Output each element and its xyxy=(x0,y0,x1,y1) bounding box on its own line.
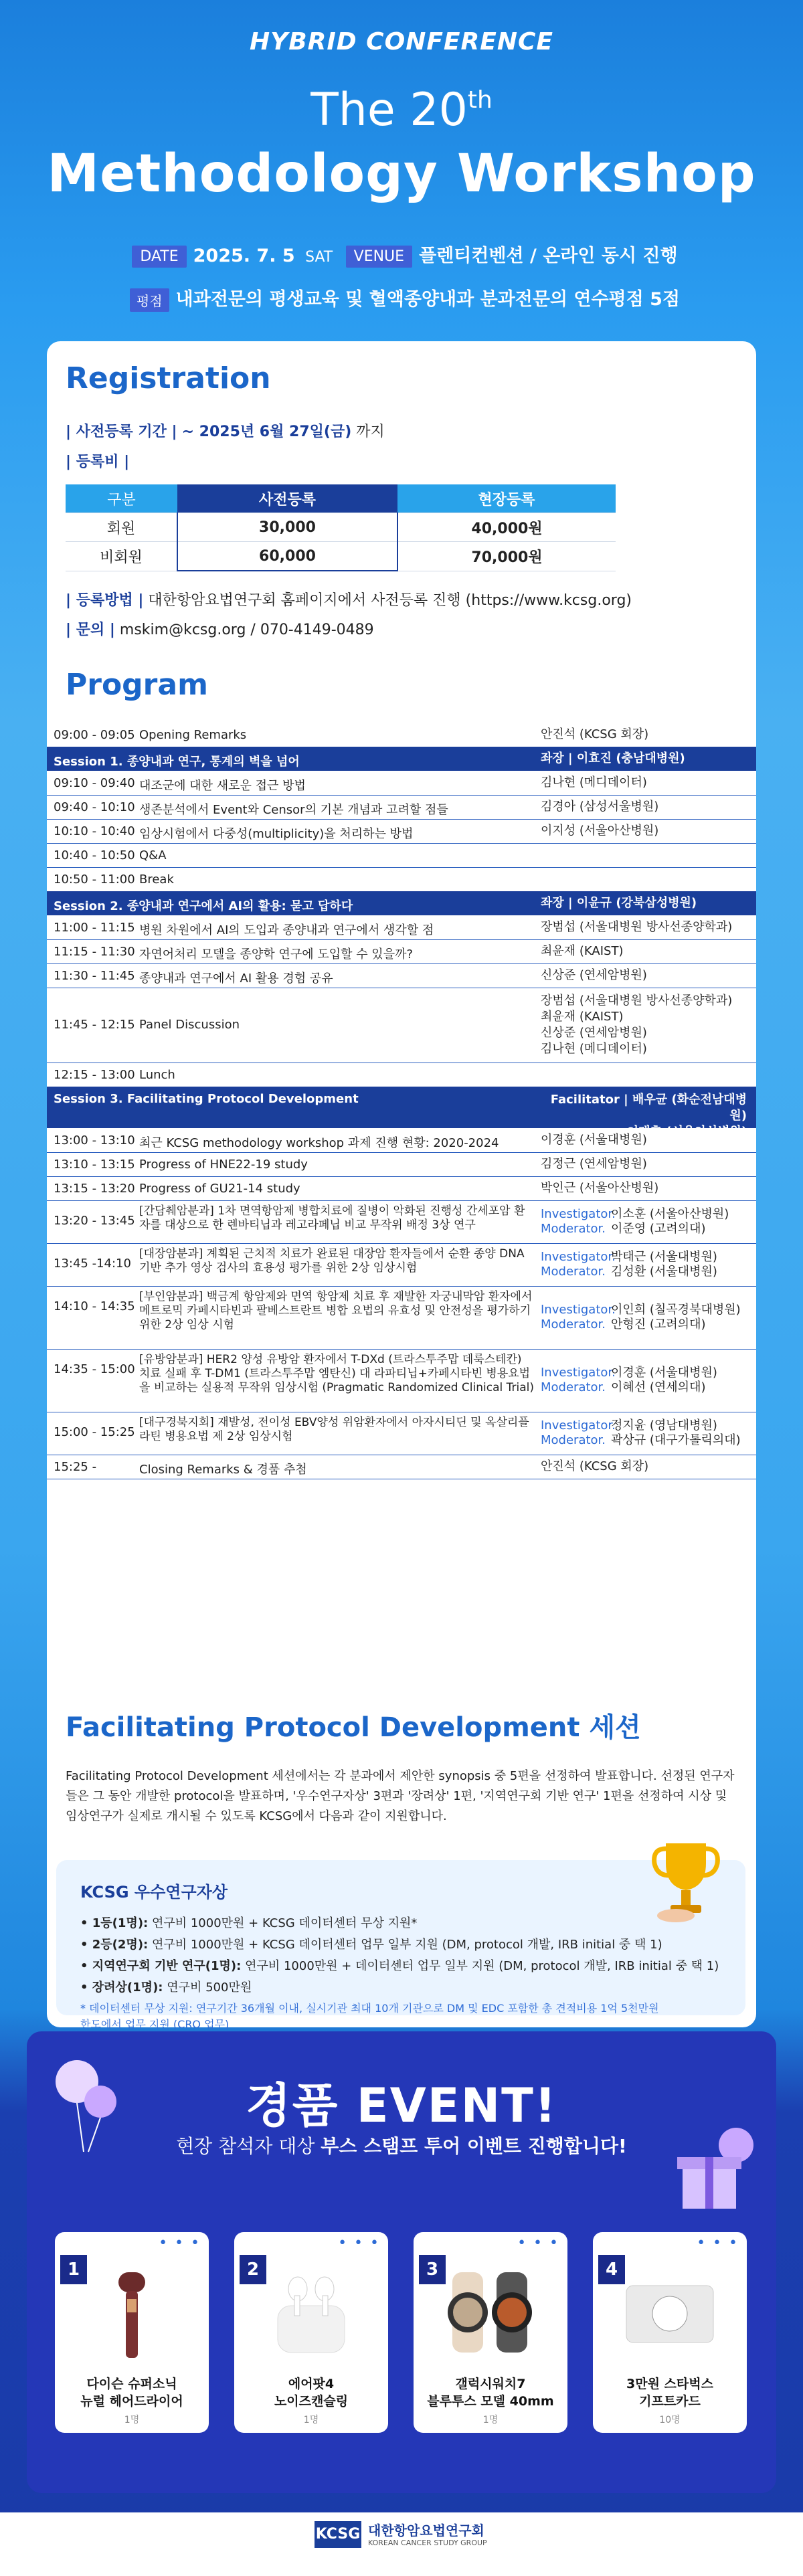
investigator-label: Investigator. xyxy=(541,1207,616,1221)
prize-name xyxy=(234,2375,388,2410)
program-row xyxy=(47,988,756,1063)
moderator-label: Moderator. xyxy=(541,1265,606,1279)
fee-cell: 회원 xyxy=(66,513,177,542)
speaker-cell: 김정근 (연세암병원) xyxy=(541,1157,647,1171)
program-row xyxy=(47,1349,756,1412)
moderator-label: Moderator. xyxy=(541,1433,606,1447)
pre-value: ~ 2025년 6월 27일(금) xyxy=(181,424,352,440)
fpd-paragraph: Facilitating Protocol Development 세션에서는 각 분과에서 제안한 synopsis 중 5편을 선정하여 발표합니다. 선정된 연구자들은 그 동안 개발한 protocol을 발표하며, '우수연구자상' 3편과 '장려상' 1편, '지역연구회 기반 연구' 1편을 선정하여 시상 및 임상연구가 실제로 개시될 수 있도록 KCSG에서 다음과 같이 지원합니다. xyxy=(66,1769,735,1823)
gift-card-icon xyxy=(620,2259,720,2366)
title-cell: Session 2. 종양내과 연구에서 AI의 활용: 묻고 답하다 xyxy=(54,899,353,913)
speaker-cell: 이지성 (서울아산병원) xyxy=(541,824,659,838)
award-note: * 데이터센터 무상 지원: 연구기간 36개월 이내, 실시기관 최대 10개 기관으로 DM 및 EDC 포함한 총 견적비용 1억 5천만원 한도에서 업무 지원 (CRO 업무) xyxy=(80,2002,659,2031)
event-panel xyxy=(27,2031,776,2493)
prize-name-text: 3만원 스타벅스 기프트카드 xyxy=(626,2377,713,2409)
watch-icon xyxy=(440,2259,541,2366)
time-cell: 14:35 - 15:00 xyxy=(54,1362,135,1376)
fee-cell: 40,000원 xyxy=(397,513,616,542)
moderator-label: Moderator. xyxy=(541,1222,606,1236)
award-item xyxy=(80,1956,719,1974)
prize-number: 4 xyxy=(598,2255,625,2284)
content-card xyxy=(47,341,756,2027)
date: 2025. 7. 5 xyxy=(193,246,295,266)
venue: 플렌티컨벤션 / 온라인 동시 진행 xyxy=(419,246,678,266)
prize-number: 1 xyxy=(60,2255,87,2284)
speaker-cell: 김나현 (메디데이터) xyxy=(541,775,647,790)
contact-value: mskim@kcsg.org / 070-4149-0489 xyxy=(119,622,374,638)
investigator: 이소훈 (서울아산병원) xyxy=(611,1207,729,1221)
prize-card xyxy=(414,2232,567,2433)
prize-number: 2 xyxy=(240,2255,266,2284)
time-cell: 13:00 - 13:10 xyxy=(54,1133,135,1147)
dots-icon: • • • xyxy=(338,2235,380,2251)
eval: 내과전문의 평생교육 및 혈액종양내과 분과전문의 연수평점 5점 xyxy=(175,289,680,310)
method-value: 대한항암요법연구회 홈페이지에서 사전등록 진행 (https://www.kcsg.org) xyxy=(148,592,632,609)
prize-name xyxy=(55,2375,209,2410)
prize-qty: 10명 xyxy=(659,2415,681,2425)
prize-name-text: 다이슨 슈퍼소닉 뉴럴 헤어드라이어 xyxy=(80,2377,183,2409)
title-cell: Session 1. 종양내과 연구, 통계의 벽을 넘어 xyxy=(54,755,300,769)
fee-label xyxy=(66,450,129,471)
fpd-title: Facilitating Protocol Development 세션 xyxy=(66,1712,641,1743)
time-cell: 13:10 - 13:15 xyxy=(54,1158,135,1172)
investigator-label: Investigator. xyxy=(541,1303,616,1317)
program-row xyxy=(47,1063,756,1087)
program-row xyxy=(47,723,756,747)
prize-qty: 1명 xyxy=(124,2415,140,2425)
hairdryer-icon xyxy=(82,2259,182,2366)
speaker-cell: 좌장 | 이윤규 (강북삼성병원) xyxy=(541,896,697,910)
prize-qty: 1명 xyxy=(482,2415,499,2425)
program-row xyxy=(47,1128,756,1153)
registration-title: Registration xyxy=(66,361,271,395)
speaker-cell xyxy=(541,1366,755,1395)
dots-icon: • • • xyxy=(159,2235,201,2251)
dots-icon: • • • xyxy=(517,2235,559,2251)
speaker-cell: 박인근 (서울아산병원) xyxy=(541,1181,659,1195)
prize-card xyxy=(593,2232,747,2433)
venue-tag: VENUE xyxy=(346,246,412,268)
fee-label-text: | 등록비 | xyxy=(66,454,130,470)
time-cell: 10:40 - 10:50 xyxy=(54,848,135,862)
event-title: 경품 EVENT! xyxy=(246,2078,557,2133)
program-row xyxy=(47,939,756,964)
speaker-cell: 안진석 (KCSG 회장) xyxy=(541,727,649,741)
investigator-label: Investigator. xyxy=(541,1418,616,1433)
program-row xyxy=(47,795,756,820)
event-subtitle xyxy=(27,2132,776,2158)
fee-cell: 60,000 xyxy=(177,542,397,571)
title-cell: [유방암분과] HER2 양성 유방암 환자에서 T-DXd (트라스투주맙 데룩스테칸) 치료 실패 후 T-DM1 (트라스투주맙 엠탄신) 대 라파티닙+카페시타빈 병용요법을 비교하는 실용적 무작위 임상시험 (Pragmatic Randomized Clinical Trial) xyxy=(139,1353,535,1394)
pre-label: | 사전등록 기간 | xyxy=(66,424,177,440)
title-cell: [대장암분과] 계획된 근치적 치료가 완료된 대장암 환자들에서 순환 종양 DNA 기반 추가 영상 검사의 효용성 평가를 위한 2상 임상시험 xyxy=(139,1247,525,1275)
hybrid-label: HYBRID CONFERENCE xyxy=(250,28,553,56)
event-sub-pre: 현장 참석자 대상 xyxy=(176,2135,321,2157)
investigator: 이인희 (칠곡경북대병원) xyxy=(611,1303,741,1317)
award-item xyxy=(80,1978,252,1995)
investigator: 박태근 (서울대병원) xyxy=(611,1250,717,1264)
event-sub-bold: 부스 스탬프 투어 이벤트 진행합니다! xyxy=(321,2135,627,2157)
title-cell: [부인암분과] 백금계 항암제와 면역 항암제 치료 후 재발한 자궁내막암 환자에서 메트로믹 카페시타빈과 팔베스트란트 병합 요법의 유효성 및 안전성을 평가하기 위한 2상 임상 시험 xyxy=(139,1290,533,1331)
date-venue xyxy=(0,241,803,268)
moderator-label: Moderator. xyxy=(541,1317,606,1331)
title-cell: 임상시험에서 다중성(multiplicity)을 처리하는 방법 xyxy=(139,827,414,841)
time-cell: 11:15 - 11:30 xyxy=(54,945,135,959)
speaker-cell: 장범섭 (서울대병원 방사선종양학과) xyxy=(541,920,733,934)
prize-number: 3 xyxy=(419,2255,446,2284)
award-box xyxy=(56,1860,745,2015)
program-row xyxy=(47,1200,756,1244)
airpods-icon xyxy=(261,2259,361,2366)
contact xyxy=(66,618,374,639)
title-cell: Opening Remarks xyxy=(139,728,247,742)
time-cell: 11:00 - 11:15 xyxy=(54,921,135,935)
award-text: 연구비 1000만원 + 데이터센터 업무 일부 지원 (DM, protocol 개발, IRB initial 중 택 1) xyxy=(241,1959,719,1973)
title-cell: Progress of GU21-14 study xyxy=(139,1182,300,1196)
title-cell: Q&A xyxy=(139,848,167,862)
title-cell: [대구경북지회] 재발성, 전이성 EBV양성 위암환자에서 아자시티딘 및 옥살리플라틴 병용요법 제 2상 임상시험 xyxy=(139,1416,529,1443)
speaker-cell xyxy=(541,1250,755,1279)
fee-cell: 30,000 xyxy=(177,513,397,542)
prize-name xyxy=(593,2375,747,2410)
edition-suffix: th xyxy=(467,86,493,114)
speaker-cell: 장범섭 (서울대병원 방사선종양학과) 최윤재 (KAIST) 신상준 (연세암병원) 김나현 (메디데이터) xyxy=(541,994,733,1056)
title-cell: 자연어처리 모델을 종양학 연구에 도입할 수 있을까? xyxy=(139,947,414,961)
fee-cell: 비회원 xyxy=(66,542,177,571)
session-header-row xyxy=(47,1087,756,1139)
eval-line xyxy=(0,284,803,312)
trophy-icon xyxy=(649,1837,723,1924)
title-cell: Lunch xyxy=(139,1068,175,1082)
speaker-cell: 신상준 (연세암병원) xyxy=(541,968,647,982)
program-row xyxy=(47,1412,756,1455)
prize-name xyxy=(414,2375,567,2410)
speaker-cell: 최윤재 (KAIST) xyxy=(541,944,624,958)
award-bold: • 1등(1명): xyxy=(80,1916,149,1930)
moderator-label: Moderator. xyxy=(541,1380,606,1394)
award-bold: • 2등(2명): xyxy=(80,1938,149,1952)
pre-registration xyxy=(66,420,385,441)
title-cell: 생존분석에서 Event와 Censor의 기본 개념과 고려할 점들 xyxy=(139,803,448,817)
edition-number: The 20 xyxy=(310,84,468,136)
fee-header-pre: 사전등록 xyxy=(177,484,397,513)
moderator: 곽상규 (대구가톨릭의대) xyxy=(611,1433,741,1447)
prize-card xyxy=(55,2232,209,2433)
speaker-cell xyxy=(541,1207,755,1236)
time-cell: 10:50 - 11:00 xyxy=(54,872,135,887)
contact-label: | 문의 | xyxy=(66,622,115,638)
moderator: 이혜선 (연세의대) xyxy=(611,1380,706,1394)
org-name-en: KOREAN CANCER STUDY GROUP xyxy=(368,2539,487,2547)
program-row xyxy=(47,1243,756,1287)
moderator: 김성환 (서울대병원) xyxy=(611,1265,717,1279)
eval-tag: 평점 xyxy=(130,288,169,312)
title-cell: Closing Remarks & 경품 추첨 xyxy=(139,1463,307,1477)
title-cell: 최근 KCSG methodology workshop 과제 진행 현황: 2020-2024 xyxy=(139,1136,499,1150)
program-title: Program xyxy=(66,668,208,702)
program-row xyxy=(47,771,756,796)
award-text: 연구비 500만원 xyxy=(163,1981,252,1995)
dots-icon: • • • xyxy=(697,2235,739,2251)
edition xyxy=(0,84,803,136)
title-cell: 병원 차원에서 AI의 도입과 종양내과 연구에서 생각할 점 xyxy=(139,923,434,937)
investigator: 정지윤 (영남대병원) xyxy=(611,1418,717,1433)
prize-card xyxy=(234,2232,388,2433)
speaker-cell xyxy=(541,1303,755,1332)
kcsg-logo: KCSG xyxy=(315,2521,361,2548)
program-row xyxy=(47,1176,756,1201)
day: SAT xyxy=(305,249,333,266)
time-cell: 09:10 - 09:40 xyxy=(54,776,135,790)
prize-name-text: 에어팟4 노이즈캔슬링 xyxy=(274,2377,349,2409)
fee-header-category: 구분 xyxy=(66,484,177,513)
registration-method xyxy=(66,589,632,610)
time-cell: 09:40 - 10:10 xyxy=(54,800,135,814)
time-cell: 09:00 - 09:05 xyxy=(54,728,135,742)
moderator: 이준영 (고려의대) xyxy=(611,1222,706,1236)
speaker-cell: 좌장 | 이효진 (충남대병원) xyxy=(541,751,685,765)
program-row xyxy=(47,819,756,844)
session-header-row xyxy=(47,891,756,915)
date-tag: DATE xyxy=(132,246,186,268)
time-cell: 13:20 - 13:45 xyxy=(54,1214,135,1228)
org-name: 대한항암요법연구회 xyxy=(368,2522,484,2539)
time-cell: 13:15 - 13:20 xyxy=(54,1182,135,1196)
time-cell: 15:25 - xyxy=(54,1460,97,1474)
award-text: 연구비 1000만원 + KCSG 데이터센터 무상 지원* xyxy=(148,1916,418,1930)
time-cell: 11:30 - 11:45 xyxy=(54,969,135,983)
fee-table xyxy=(66,484,616,571)
time-cell: 15:00 - 15:25 xyxy=(54,1425,135,1439)
speaker-cell: 김경아 (삼성서울병원) xyxy=(541,800,659,814)
title-cell: 대조군에 대한 새로운 접근 방법 xyxy=(139,779,306,793)
time-cell: 11:45 - 12:15 xyxy=(54,1018,135,1032)
program-row xyxy=(47,1286,756,1350)
award-text: 연구비 1000만원 + KCSG 데이터센터 업무 일부 지원 (DM, protocol 개발, IRB initial 중 택 1) xyxy=(148,1938,662,1952)
title-cell: Progress of HNE22-19 study xyxy=(139,1158,308,1172)
title-cell: Session 3. Facilitating Protocol Development xyxy=(54,1092,359,1106)
fee-header-onsite: 현장등록 xyxy=(397,484,616,513)
investigator-label: Investigator. xyxy=(541,1250,616,1264)
program-row xyxy=(47,915,756,940)
program-row xyxy=(47,963,756,988)
header xyxy=(0,0,803,338)
award-item xyxy=(80,1914,417,1931)
time-cell: 13:45 -14:10 xyxy=(54,1257,131,1271)
time-cell: 10:10 - 10:40 xyxy=(54,824,135,838)
investigator: 이경훈 (서울대병원) xyxy=(611,1366,717,1380)
speaker-cell xyxy=(541,1418,755,1448)
moderator: 안형진 (고려의대) xyxy=(611,1317,706,1331)
award-bold: • 장려상(1명): xyxy=(80,1981,163,1995)
time-cell: 14:10 - 14:35 xyxy=(54,1299,135,1313)
award-item xyxy=(80,1935,662,1952)
title-cell: Panel Discussion xyxy=(139,1018,240,1032)
program-row xyxy=(47,1152,756,1177)
title-cell: [간담췌암분과] 1차 면역항암제 병합치료에 질병이 악화된 진행성 간세포암 환자를 대상으로 한 렌바티닙과 레고라페닙 비교 무작위 배정 3상 연구 xyxy=(139,1204,525,1232)
method-label: | 등록방법 | xyxy=(66,592,144,609)
speaker-cell: 안진석 (KCSG 회장) xyxy=(541,1459,649,1473)
speaker-cell: Facilitator | 배우균 (화순전남대병원) 이대호 (서울아산병원) xyxy=(550,1093,747,1139)
speaker-cell: 이경훈 (서울대병원) xyxy=(541,1133,647,1147)
time-cell: 12:15 - 13:00 xyxy=(54,1068,135,1082)
pre-suffix: 까지 xyxy=(356,424,385,440)
program-row xyxy=(47,867,756,892)
title-cell: 종양내과 연구에서 AI 활용 경험 공유 xyxy=(139,972,333,986)
award-title: KCSG 우수연구자상 xyxy=(80,1883,228,1902)
fee-cell: 70,000원 xyxy=(397,542,616,571)
page-title: Methodology Workshop xyxy=(47,144,756,204)
investigator-label: Investigator. xyxy=(541,1366,616,1380)
award-bold: • 지역연구회 기반 연구(1명): xyxy=(80,1959,242,1973)
session-header-row xyxy=(47,747,756,771)
title-cell: Break xyxy=(139,872,174,887)
program-row xyxy=(47,1455,756,1479)
program-row xyxy=(47,843,756,868)
prize-name-text: 갤럭시워치7 블루투스 모델 40mm xyxy=(427,2377,554,2409)
prize-qty: 1명 xyxy=(303,2415,319,2425)
